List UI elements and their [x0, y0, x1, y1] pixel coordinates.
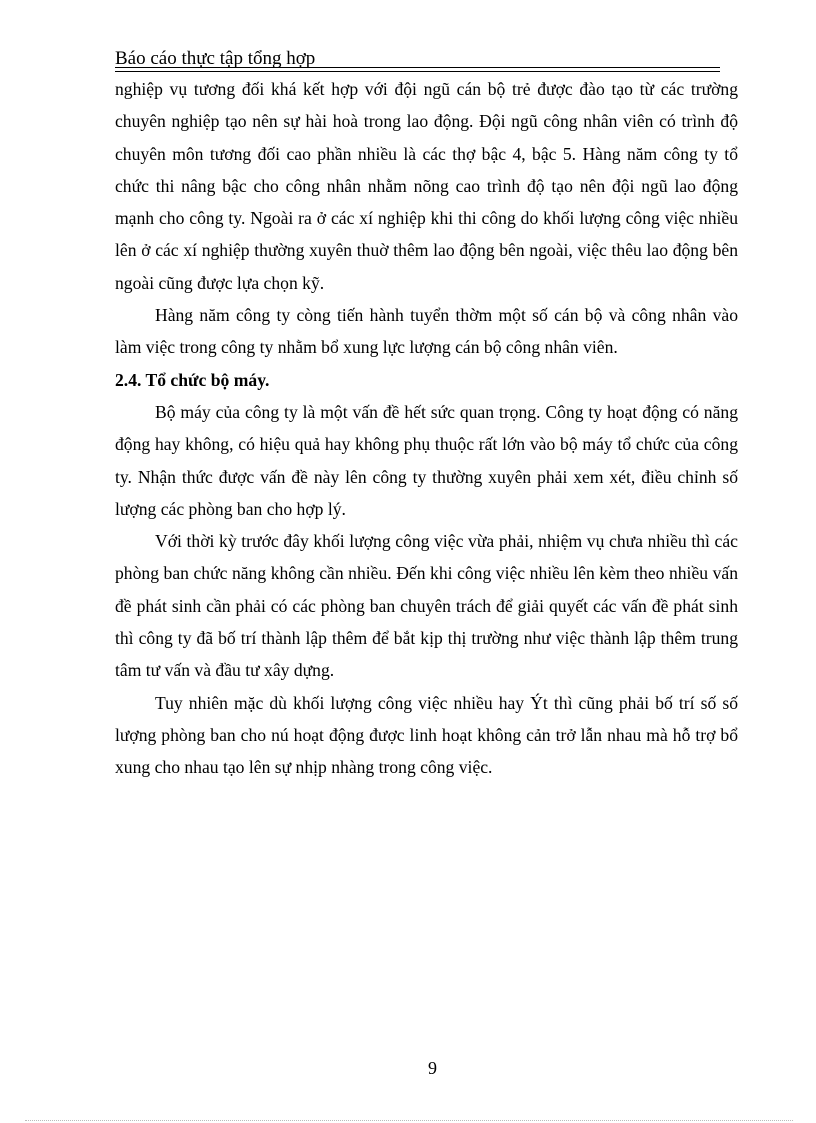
paragraph-recruitment: Hàng năm công ty còng tiến hành tuyển thờm một số cán bộ và công nhân vào làm việc trong công ty nhằm bổ xung lực lượng cán bộ công nhân viên. [115, 305, 738, 358]
document-body [115, 73, 738, 784]
paragraph-organization: Bộ máy của công ty là một vấn đề hết sức quan trọng. Công ty hoạt động có năng động hay không, có hiệu quả hay không phụ thuộc rất lớn vào bộ máy tổ chức của công ty. Nhận thức được vấn đề này lên công ty thường xuyên phải xem xét, điều chỉnh số lượng các phòng ban cho hợp lý. [115, 401, 738, 519]
paragraph-conclusion: Tuy nhiên mặc dù khối lượng công việc nhiều hay Ýt thì cũng phải bố trí số số lượng phòng ban cho nú hoạt động được linh hoạt không cản trở lẫn nhau mà hỗ trợ bổ xung cho nhau tạo lên sự nhịp nhàng trong công việc. [115, 692, 738, 778]
page-bottom-border [25, 1120, 793, 1121]
page-number: 9 [428, 1058, 437, 1078]
section-heading: 2.4. Tổ chức bộ máy. [115, 369, 270, 390]
paragraph-history: Với thời kỳ trước đây khối lượng công việc vừa phải, nhiệm vụ chưa nhiều thì các phòng ban chức năng không cần nhiều. Đến khi công việc nhiều lên kèm theo nhiều vấn đề phát sinh cần phải có các phòng ban chuyên trách để giải quyết các vấn đề phát sinh thì công ty đã bố trí thành lập thêm để bắt kịp thị trường như việc thành lập thêm trung tâm tư vấn và đầu tư xây dựng. [115, 531, 738, 681]
running-header: Báo cáo thực tập tổng hợp [115, 48, 316, 69]
header-divider [115, 67, 720, 72]
paragraph-continuation: nghiệp vụ tương đối khá kết hợp với đội ngũ cán bộ trẻ được đào tạo từ các trường chuyên nghiệp tạo nên sự hài hoà trong lao động. Đội ngũ công nhân viên có trình độ chuyên môn tương đối cao phần nhiều là các thợ bậc 4, bậc 5. Hàng năm công ty tổ chức thi nâng bậc cho công nhân nhằm nõng cao trình độ tạo nên đội ngũ lao động mạnh cho công ty. Ngoài ra ở các xí nghiệp khi thi công do khối lượng công việc nhiều lên ở các xí nghiệp thường xuyên thuờ thêm lao động bên ngoài, việc thêu lao động bên ngoài cũng được lựa chọn kỹ. [115, 79, 738, 293]
